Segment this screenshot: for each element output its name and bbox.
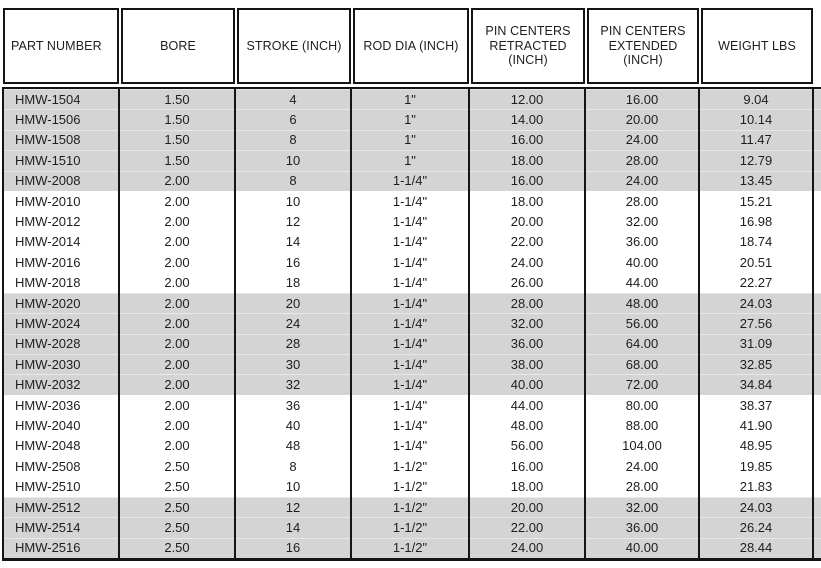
cell-bore: 1.50 — [120, 130, 236, 150]
table-row — [4, 476, 821, 496]
cell-stroke: 14 — [236, 517, 352, 537]
cell-bore: 2.50 — [120, 476, 236, 496]
cell-part-number: HMW-2512 — [4, 497, 120, 517]
cell-stroke: 10 — [236, 191, 352, 211]
cell-pin-retracted: 26.00 — [470, 273, 586, 293]
cell-stroke: 28 — [236, 334, 352, 354]
cell-bore: 2.50 — [120, 456, 236, 476]
cell-rod-dia: 1-1/4" — [352, 252, 470, 272]
cell-pin-retracted: 18.00 — [470, 191, 586, 211]
cell-pin-retracted: 18.00 — [470, 150, 586, 170]
header-cell-rod-dia — [352, 8, 470, 84]
row-filler — [814, 89, 821, 109]
row-filler — [814, 354, 821, 374]
cell-pin-extended: 28.00 — [586, 476, 700, 496]
cell-rod-dia: 1-1/4" — [352, 436, 470, 456]
cell-bore: 2.00 — [120, 415, 236, 435]
cell-pin-retracted: 16.00 — [470, 456, 586, 476]
cell-pin-extended: 80.00 — [586, 395, 700, 415]
table-row — [4, 293, 821, 313]
cell-pin-retracted: 22.00 — [470, 517, 586, 537]
column-header-stroke: STROKE (INCH) — [237, 8, 351, 84]
cell-weight: 41.90 — [700, 415, 814, 435]
cell-weight: 21.83 — [700, 476, 814, 496]
cell-weight: 22.27 — [700, 273, 814, 293]
table-row — [4, 497, 821, 517]
cell-stroke: 8 — [236, 456, 352, 476]
cell-part-number: HMW-2040 — [4, 415, 120, 435]
cell-part-number: HMW-2048 — [4, 436, 120, 456]
row-filler — [814, 293, 821, 313]
row-filler — [814, 374, 821, 394]
row-filler — [814, 456, 821, 476]
cell-weight: 11.47 — [700, 130, 814, 150]
cell-bore: 2.00 — [120, 313, 236, 333]
cell-pin-extended: 40.00 — [586, 252, 700, 272]
cell-part-number: HMW-2032 — [4, 374, 120, 394]
cell-pin-extended: 72.00 — [586, 374, 700, 394]
header-cell-part-number — [2, 8, 120, 84]
cell-part-number: HMW-2036 — [4, 395, 120, 415]
header-cell-bore — [120, 8, 236, 84]
cell-weight: 19.85 — [700, 456, 814, 476]
cell-pin-extended: 36.00 — [586, 232, 700, 252]
cell-pin-extended: 20.00 — [586, 109, 700, 129]
cell-weight: 28.44 — [700, 538, 814, 558]
cell-weight: 12.79 — [700, 150, 814, 170]
cell-rod-dia: 1-1/4" — [352, 211, 470, 231]
table-row — [4, 232, 821, 252]
row-filler — [814, 313, 821, 333]
cell-pin-extended: 16.00 — [586, 89, 700, 109]
table-row — [4, 374, 821, 394]
cell-rod-dia: 1-1/2" — [352, 456, 470, 476]
table-header — [2, 8, 819, 84]
cell-bore: 1.50 — [120, 109, 236, 129]
cell-pin-retracted: 14.00 — [470, 109, 586, 129]
cell-bore: 1.50 — [120, 150, 236, 170]
cell-pin-extended: 48.00 — [586, 293, 700, 313]
row-filler — [814, 497, 821, 517]
cell-pin-extended: 68.00 — [586, 354, 700, 374]
row-filler — [814, 517, 821, 537]
cell-pin-retracted: 22.00 — [470, 232, 586, 252]
cell-weight: 18.74 — [700, 232, 814, 252]
cell-pin-retracted: 20.00 — [470, 497, 586, 517]
cell-weight: 26.24 — [700, 517, 814, 537]
cell-part-number: HMW-2020 — [4, 293, 120, 313]
cell-part-number: HMW-2514 — [4, 517, 120, 537]
cell-rod-dia: 1-1/4" — [352, 293, 470, 313]
cell-bore: 2.50 — [120, 517, 236, 537]
cell-rod-dia: 1-1/4" — [352, 415, 470, 435]
cell-pin-retracted: 44.00 — [470, 395, 586, 415]
cell-part-number: HMW-2030 — [4, 354, 120, 374]
cell-weight: 13.45 — [700, 171, 814, 191]
column-header-pin-extended: PIN CENTERS EXTENDED (INCH) — [587, 8, 699, 84]
cell-part-number: HMW-2012 — [4, 211, 120, 231]
column-header-bore: BORE — [121, 8, 235, 84]
table-row — [4, 395, 821, 415]
cell-bore: 2.00 — [120, 232, 236, 252]
cell-pin-retracted: 38.00 — [470, 354, 586, 374]
cell-part-number: HMW-2008 — [4, 171, 120, 191]
cell-rod-dia: 1-1/4" — [352, 232, 470, 252]
table-row — [4, 109, 821, 129]
table-row — [4, 150, 821, 170]
cell-pin-extended: 32.00 — [586, 211, 700, 231]
table-row — [4, 538, 821, 558]
cell-pin-retracted: 24.00 — [470, 538, 586, 558]
cell-part-number: HMW-2028 — [4, 334, 120, 354]
cell-pin-extended: 28.00 — [586, 150, 700, 170]
cell-bore: 2.50 — [120, 497, 236, 517]
cell-pin-retracted: 40.00 — [470, 374, 586, 394]
cell-rod-dia: 1-1/4" — [352, 374, 470, 394]
cell-part-number: HMW-1508 — [4, 130, 120, 150]
cell-bore: 2.00 — [120, 354, 236, 374]
cell-pin-retracted: 56.00 — [470, 436, 586, 456]
header-cell-weight — [700, 8, 814, 84]
cell-weight: 16.98 — [700, 211, 814, 231]
cell-rod-dia: 1" — [352, 130, 470, 150]
cell-stroke: 32 — [236, 374, 352, 394]
cell-pin-extended: 104.00 — [586, 436, 700, 456]
cell-rod-dia: 1-1/4" — [352, 354, 470, 374]
cell-weight: 10.14 — [700, 109, 814, 129]
row-filler — [814, 538, 821, 558]
cell-pin-extended: 88.00 — [586, 415, 700, 435]
cell-weight: 34.84 — [700, 374, 814, 394]
cell-stroke: 12 — [236, 211, 352, 231]
column-header-pin-retracted: PIN CENTERS RETRACTED (INCH) — [471, 8, 585, 84]
table-row — [4, 89, 821, 109]
cell-bore: 2.50 — [120, 538, 236, 558]
column-header-rod-dia: ROD DIA (INCH) — [353, 8, 469, 84]
cell-bore: 2.00 — [120, 293, 236, 313]
cell-bore: 2.00 — [120, 191, 236, 211]
row-filler — [814, 273, 821, 293]
table-row — [4, 191, 821, 211]
cell-weight: 48.95 — [700, 436, 814, 456]
row-filler — [814, 211, 821, 231]
row-filler — [814, 334, 821, 354]
cell-bore: 1.50 — [120, 89, 236, 109]
cell-bore: 2.00 — [120, 171, 236, 191]
cell-stroke: 36 — [236, 395, 352, 415]
cell-part-number: HMW-2516 — [4, 538, 120, 558]
column-header-weight: WEIGHT LBS — [701, 8, 813, 84]
cell-rod-dia: 1-1/2" — [352, 497, 470, 517]
table-row — [4, 273, 821, 293]
cell-part-number: HMW-2014 — [4, 232, 120, 252]
row-filler — [814, 436, 821, 456]
cell-pin-retracted: 20.00 — [470, 211, 586, 231]
cell-rod-dia: 1-1/4" — [352, 313, 470, 333]
column-header-part-number: PART NUMBER — [3, 8, 119, 84]
cell-part-number: HMW-2508 — [4, 456, 120, 476]
cell-stroke: 8 — [236, 171, 352, 191]
cell-rod-dia: 1-1/4" — [352, 273, 470, 293]
cell-pin-retracted: 24.00 — [470, 252, 586, 272]
cell-stroke: 6 — [236, 109, 352, 129]
cell-weight: 31.09 — [700, 334, 814, 354]
header-cell-stroke — [236, 8, 352, 84]
cell-weight: 27.56 — [700, 313, 814, 333]
table-row — [4, 436, 821, 456]
cell-stroke: 12 — [236, 497, 352, 517]
cell-pin-retracted: 28.00 — [470, 293, 586, 313]
cell-rod-dia: 1" — [352, 150, 470, 170]
cell-pin-retracted: 48.00 — [470, 415, 586, 435]
cell-pin-extended: 64.00 — [586, 334, 700, 354]
cell-part-number: HMW-2024 — [4, 313, 120, 333]
cell-pin-retracted: 16.00 — [470, 130, 586, 150]
cell-rod-dia: 1-1/4" — [352, 171, 470, 191]
cell-part-number: HMW-1510 — [4, 150, 120, 170]
cell-pin-extended: 32.00 — [586, 497, 700, 517]
row-filler — [814, 232, 821, 252]
row-filler — [814, 476, 821, 496]
cell-stroke: 16 — [236, 252, 352, 272]
cell-bore: 2.00 — [120, 395, 236, 415]
cell-stroke: 16 — [236, 538, 352, 558]
cell-weight: 32.85 — [700, 354, 814, 374]
cell-stroke: 8 — [236, 130, 352, 150]
cell-stroke: 24 — [236, 313, 352, 333]
table-row — [4, 252, 821, 272]
cell-weight: 24.03 — [700, 497, 814, 517]
cell-stroke: 20 — [236, 293, 352, 313]
cell-pin-retracted: 12.00 — [470, 89, 586, 109]
row-filler — [814, 109, 821, 129]
cell-bore: 2.00 — [120, 273, 236, 293]
cell-part-number: HMW-1504 — [4, 89, 120, 109]
cell-rod-dia: 1-1/4" — [352, 191, 470, 211]
cell-pin-retracted: 18.00 — [470, 476, 586, 496]
table-row — [4, 313, 821, 333]
table-row — [4, 415, 821, 435]
header-cell-pin-retracted — [470, 8, 586, 84]
cell-pin-extended: 44.00 — [586, 273, 700, 293]
cell-stroke: 14 — [236, 232, 352, 252]
cell-pin-retracted: 32.00 — [470, 313, 586, 333]
cell-pin-extended: 28.00 — [586, 191, 700, 211]
row-filler — [814, 252, 821, 272]
table-row — [4, 334, 821, 354]
cell-weight: 24.03 — [700, 293, 814, 313]
cell-bore: 2.00 — [120, 211, 236, 231]
cell-rod-dia: 1-1/2" — [352, 476, 470, 496]
table-row — [4, 171, 821, 191]
cell-rod-dia: 1-1/4" — [352, 334, 470, 354]
table-row — [4, 211, 821, 231]
cell-pin-extended: 40.00 — [586, 538, 700, 558]
row-filler — [814, 150, 821, 170]
cell-stroke: 30 — [236, 354, 352, 374]
cell-bore: 2.00 — [120, 374, 236, 394]
table-row — [4, 456, 821, 476]
cell-stroke: 10 — [236, 150, 352, 170]
row-filler — [814, 415, 821, 435]
cell-part-number: HMW-2510 — [4, 476, 120, 496]
cell-stroke: 10 — [236, 476, 352, 496]
cell-weight: 15.21 — [700, 191, 814, 211]
cell-weight: 38.37 — [700, 395, 814, 415]
row-filler — [814, 171, 821, 191]
cell-part-number: HMW-2018 — [4, 273, 120, 293]
cell-pin-retracted: 36.00 — [470, 334, 586, 354]
cell-pin-extended: 24.00 — [586, 456, 700, 476]
cell-stroke: 18 — [236, 273, 352, 293]
row-filler — [814, 130, 821, 150]
row-filler — [814, 191, 821, 211]
table-row — [4, 517, 821, 537]
cell-rod-dia: 1-1/2" — [352, 538, 470, 558]
table-row — [4, 354, 821, 374]
header-cell-pin-extended — [586, 8, 700, 84]
cell-rod-dia: 1-1/2" — [352, 517, 470, 537]
cell-pin-retracted: 16.00 — [470, 171, 586, 191]
cell-stroke: 48 — [236, 436, 352, 456]
cell-part-number: HMW-1506 — [4, 109, 120, 129]
table-row — [4, 130, 821, 150]
cell-weight: 20.51 — [700, 252, 814, 272]
cell-rod-dia: 1" — [352, 109, 470, 129]
row-filler — [814, 395, 821, 415]
cell-bore: 2.00 — [120, 334, 236, 354]
cell-rod-dia: 1" — [352, 89, 470, 109]
cell-part-number: HMW-2010 — [4, 191, 120, 211]
cell-stroke: 4 — [236, 89, 352, 109]
cell-bore: 2.00 — [120, 436, 236, 456]
cell-weight: 9.04 — [700, 89, 814, 109]
cell-rod-dia: 1-1/4" — [352, 395, 470, 415]
cell-pin-extended: 56.00 — [586, 313, 700, 333]
cell-part-number: HMW-2016 — [4, 252, 120, 272]
cell-stroke: 40 — [236, 415, 352, 435]
cell-pin-extended: 24.00 — [586, 130, 700, 150]
spec-table-body — [2, 87, 821, 561]
cell-pin-extended: 24.00 — [586, 171, 700, 191]
cell-bore: 2.00 — [120, 252, 236, 272]
cell-pin-extended: 36.00 — [586, 517, 700, 537]
